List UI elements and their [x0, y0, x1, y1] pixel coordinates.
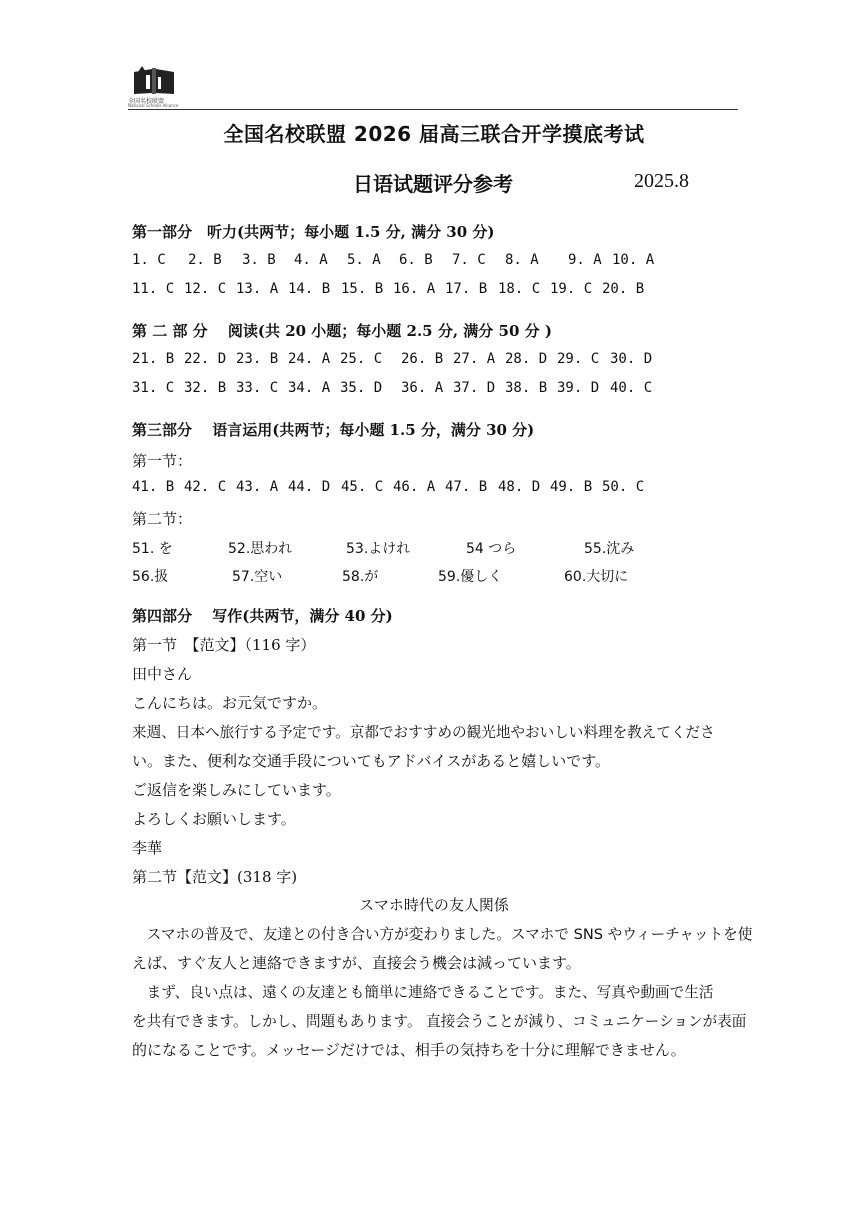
answer-item: 41. B [132, 479, 175, 495]
answer-item: 24. A [288, 351, 331, 367]
answer-item: 30. D [610, 351, 653, 367]
essay-line: えば、すぐ友人と連絡できますが、直接会う機会は減っています。 [132, 954, 581, 972]
essay-line: スマホの普及で、友達との付き合い方が変わりました。スマホで SNS やウィーチャットを使 [132, 926, 753, 943]
answer-item: 18. C [498, 281, 541, 297]
answer-item: 44. D [288, 479, 331, 495]
answer-item: 60.大切に [564, 569, 629, 585]
answer-item: 37. D [453, 380, 496, 396]
part1-heading: 第一部分 听力(共两节；每小题 1.5 分, 满分 30 分) [132, 223, 495, 241]
part2-heading: 第 二 部 分 阅读(共 20 小题；每小题 2.5 分, 满分 50 分 ) [132, 322, 552, 340]
answer-item: 53.よけれ [346, 541, 411, 557]
answer-item: 39. D [557, 380, 600, 396]
letter-line: い。また、便利な交通手段についてもアドバイスがあると嬉しいです。 [132, 752, 611, 770]
part3-heading: 第三部分 语言运用(共两节；每小题 1.5 分，满分 30 分) [132, 421, 535, 439]
answer-item: 36. A [401, 380, 444, 396]
answer-item: 34. A [288, 380, 331, 396]
answer-item: 25. C [340, 351, 383, 367]
header-divider [128, 109, 738, 110]
answer-item: 7. C [452, 252, 486, 268]
part4-heading: 第四部分 写作(共两节，满分 40 分) [132, 607, 393, 625]
answer-item: 45. C [341, 479, 384, 495]
answer-item: 50. C [602, 479, 645, 495]
answer-item: 48. D [498, 479, 541, 495]
answer-item: 13. A [236, 281, 279, 297]
part4-section1-label: 第一节 【范文】（116 字） [132, 636, 316, 654]
answer-item: 21. B [132, 351, 175, 367]
answer-item: 22. D [184, 351, 227, 367]
answer-item: 16. A [393, 281, 436, 297]
page-subtitle: 日语试题评分参考 [353, 172, 513, 196]
answer-item: 19. C [550, 281, 593, 297]
answer-item: 46. A [393, 479, 436, 495]
answer-item: 58.が [342, 569, 379, 585]
letter-line: よろしくお願いします。 [132, 810, 296, 828]
answer-item: 59.優しく [438, 569, 503, 585]
letter-line: 来週、日本へ旅行する予定です。京都でおすすめの観光地やおいしい料理を教えてくださ [132, 724, 715, 741]
answer-item: 32. B [184, 380, 227, 396]
answer-item: 27. A [453, 351, 496, 367]
answer-item: 40. C [610, 380, 653, 396]
answer-item: 38. B [505, 380, 548, 396]
page-title: 全国名校联盟 2026 届高三联合开学摸底考试 [223, 122, 645, 146]
answer-item: 29. C [557, 351, 600, 367]
answer-item: 8. A [505, 252, 539, 268]
answer-item: 20. B [602, 281, 645, 297]
answer-item: 17. B [445, 281, 488, 297]
part3-section2-label: 第二节： [132, 510, 193, 528]
essay-line: 的になることです。メッセージだけでは、相手の気持ちを十分に理解できません。 [132, 1041, 686, 1059]
answer-item: 47. B [445, 479, 488, 495]
essay-title: スマホ時代の友人関係 [359, 896, 509, 914]
answer-item: 6. B [399, 252, 433, 268]
answer-item: 57.空い [232, 569, 283, 585]
answer-item: 9. A [568, 252, 602, 268]
answer-item: 10. A [612, 252, 655, 268]
essay-line: まず、良い点は、遠くの友達とも簡単に連絡できることです。また、写真や動画で生活 [132, 984, 714, 1001]
essay-line: を共有できます。しかし、問題もあります。 直接会うことが減り、コミュニケーションが表面 [132, 1013, 747, 1030]
exam-date: 2025.8 [634, 170, 689, 192]
answer-item: 49. B [550, 479, 593, 495]
letter-line: こんにちは。お元気ですか。 [132, 694, 328, 712]
answer-item: 14. B [288, 281, 331, 297]
answer-item: 51. を [132, 541, 173, 557]
answer-item: 23. B [236, 351, 279, 367]
part3-section1-label: 第一节： [132, 452, 193, 470]
answer-item: 1. C [132, 252, 166, 268]
answer-item: 55.沈み [584, 541, 635, 557]
answer-item: 2. B [188, 252, 222, 268]
answer-item: 33. C [236, 380, 279, 396]
answer-item: 15. B [341, 281, 384, 297]
answer-item: 35. D [340, 380, 383, 396]
letter-line: 李華 [132, 839, 163, 857]
answer-item: 5. A [347, 252, 381, 268]
answer-item: 56.扱 [132, 569, 169, 585]
answer-item: 43. A [236, 479, 279, 495]
answer-item: 42. C [184, 479, 227, 495]
answer-item: 12. C [184, 281, 227, 297]
answer-item: 52.思われ [228, 541, 293, 557]
answer-item: 31. C [132, 380, 175, 396]
letter-line: 田中さん [132, 665, 193, 683]
part4-section2-label: 第二节【范文】(318 字) [132, 868, 298, 886]
answer-item: 26. B [401, 351, 444, 367]
answer-item: 28. D [505, 351, 548, 367]
letter-line: ご返信を楽しみにしています。 [132, 781, 341, 799]
answer-item: 3. B [242, 252, 276, 268]
logo-subcaption: National Schools Alliance [128, 103, 179, 108]
answer-item: 54 つら [466, 541, 517, 557]
answer-item: 11. C [132, 281, 175, 297]
answer-item: 4. A [294, 252, 328, 268]
logo-caption: 全国名校联盟 [128, 98, 165, 105]
